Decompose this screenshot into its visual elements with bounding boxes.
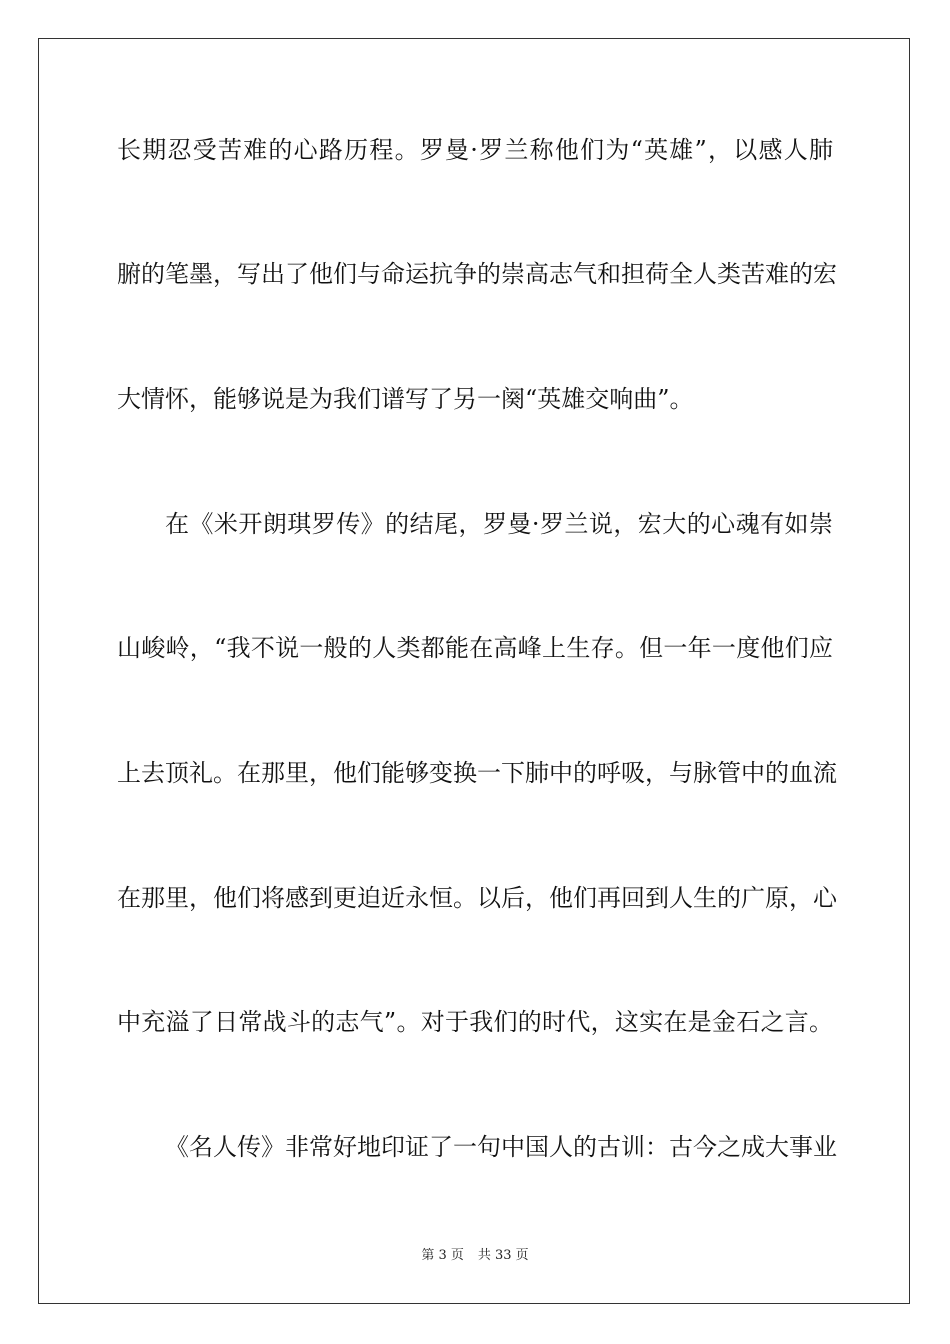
paragraph-line-1: 长期忍受苦难的心路历程。罗曼·罗兰称他们为“英雄”，以感人肺 bbox=[117, 136, 833, 164]
page-border bbox=[38, 38, 910, 1304]
page-total: 共 33 页 bbox=[477, 1248, 529, 1263]
page-footer bbox=[0, 1248, 950, 1264]
page-number: 第 3 页 bbox=[421, 1248, 464, 1263]
paragraph-line-7: 在那里，他们将感到更迫近永恒。以后，他们再回到人生的广原，心 bbox=[117, 884, 837, 912]
paragraph-line-6: 上去顶礼。在那里，他们能够变换一下肺中的呼吸，与脉管中的血流 bbox=[117, 759, 837, 787]
paragraph-line-4: 在《米开朗琪罗传》的结尾，罗曼·罗兰说，宏大的心魂有如崇 bbox=[165, 510, 833, 538]
paragraph-line-9: 《名人传》非常好地印证了一句中国人的古训：古今之成大事业 bbox=[165, 1133, 837, 1161]
paragraph-line-8: 中充溢了日常战斗的志气”。对于我们的时代，这实在是金石之言。 bbox=[117, 1008, 833, 1036]
paragraph-line-5: 山峻岭，“我不说一般的人类都能在高峰上生存。但一年一度他们应 bbox=[117, 634, 833, 662]
paragraph-line-3: 大情怀，能够说是为我们谱写了另一阕“英雄交响曲”。 bbox=[117, 385, 694, 413]
paragraph-line-2: 腑的笔墨，写出了他们与命运抗争的崇高志气和担荷全人类苦难的宏 bbox=[117, 260, 837, 288]
